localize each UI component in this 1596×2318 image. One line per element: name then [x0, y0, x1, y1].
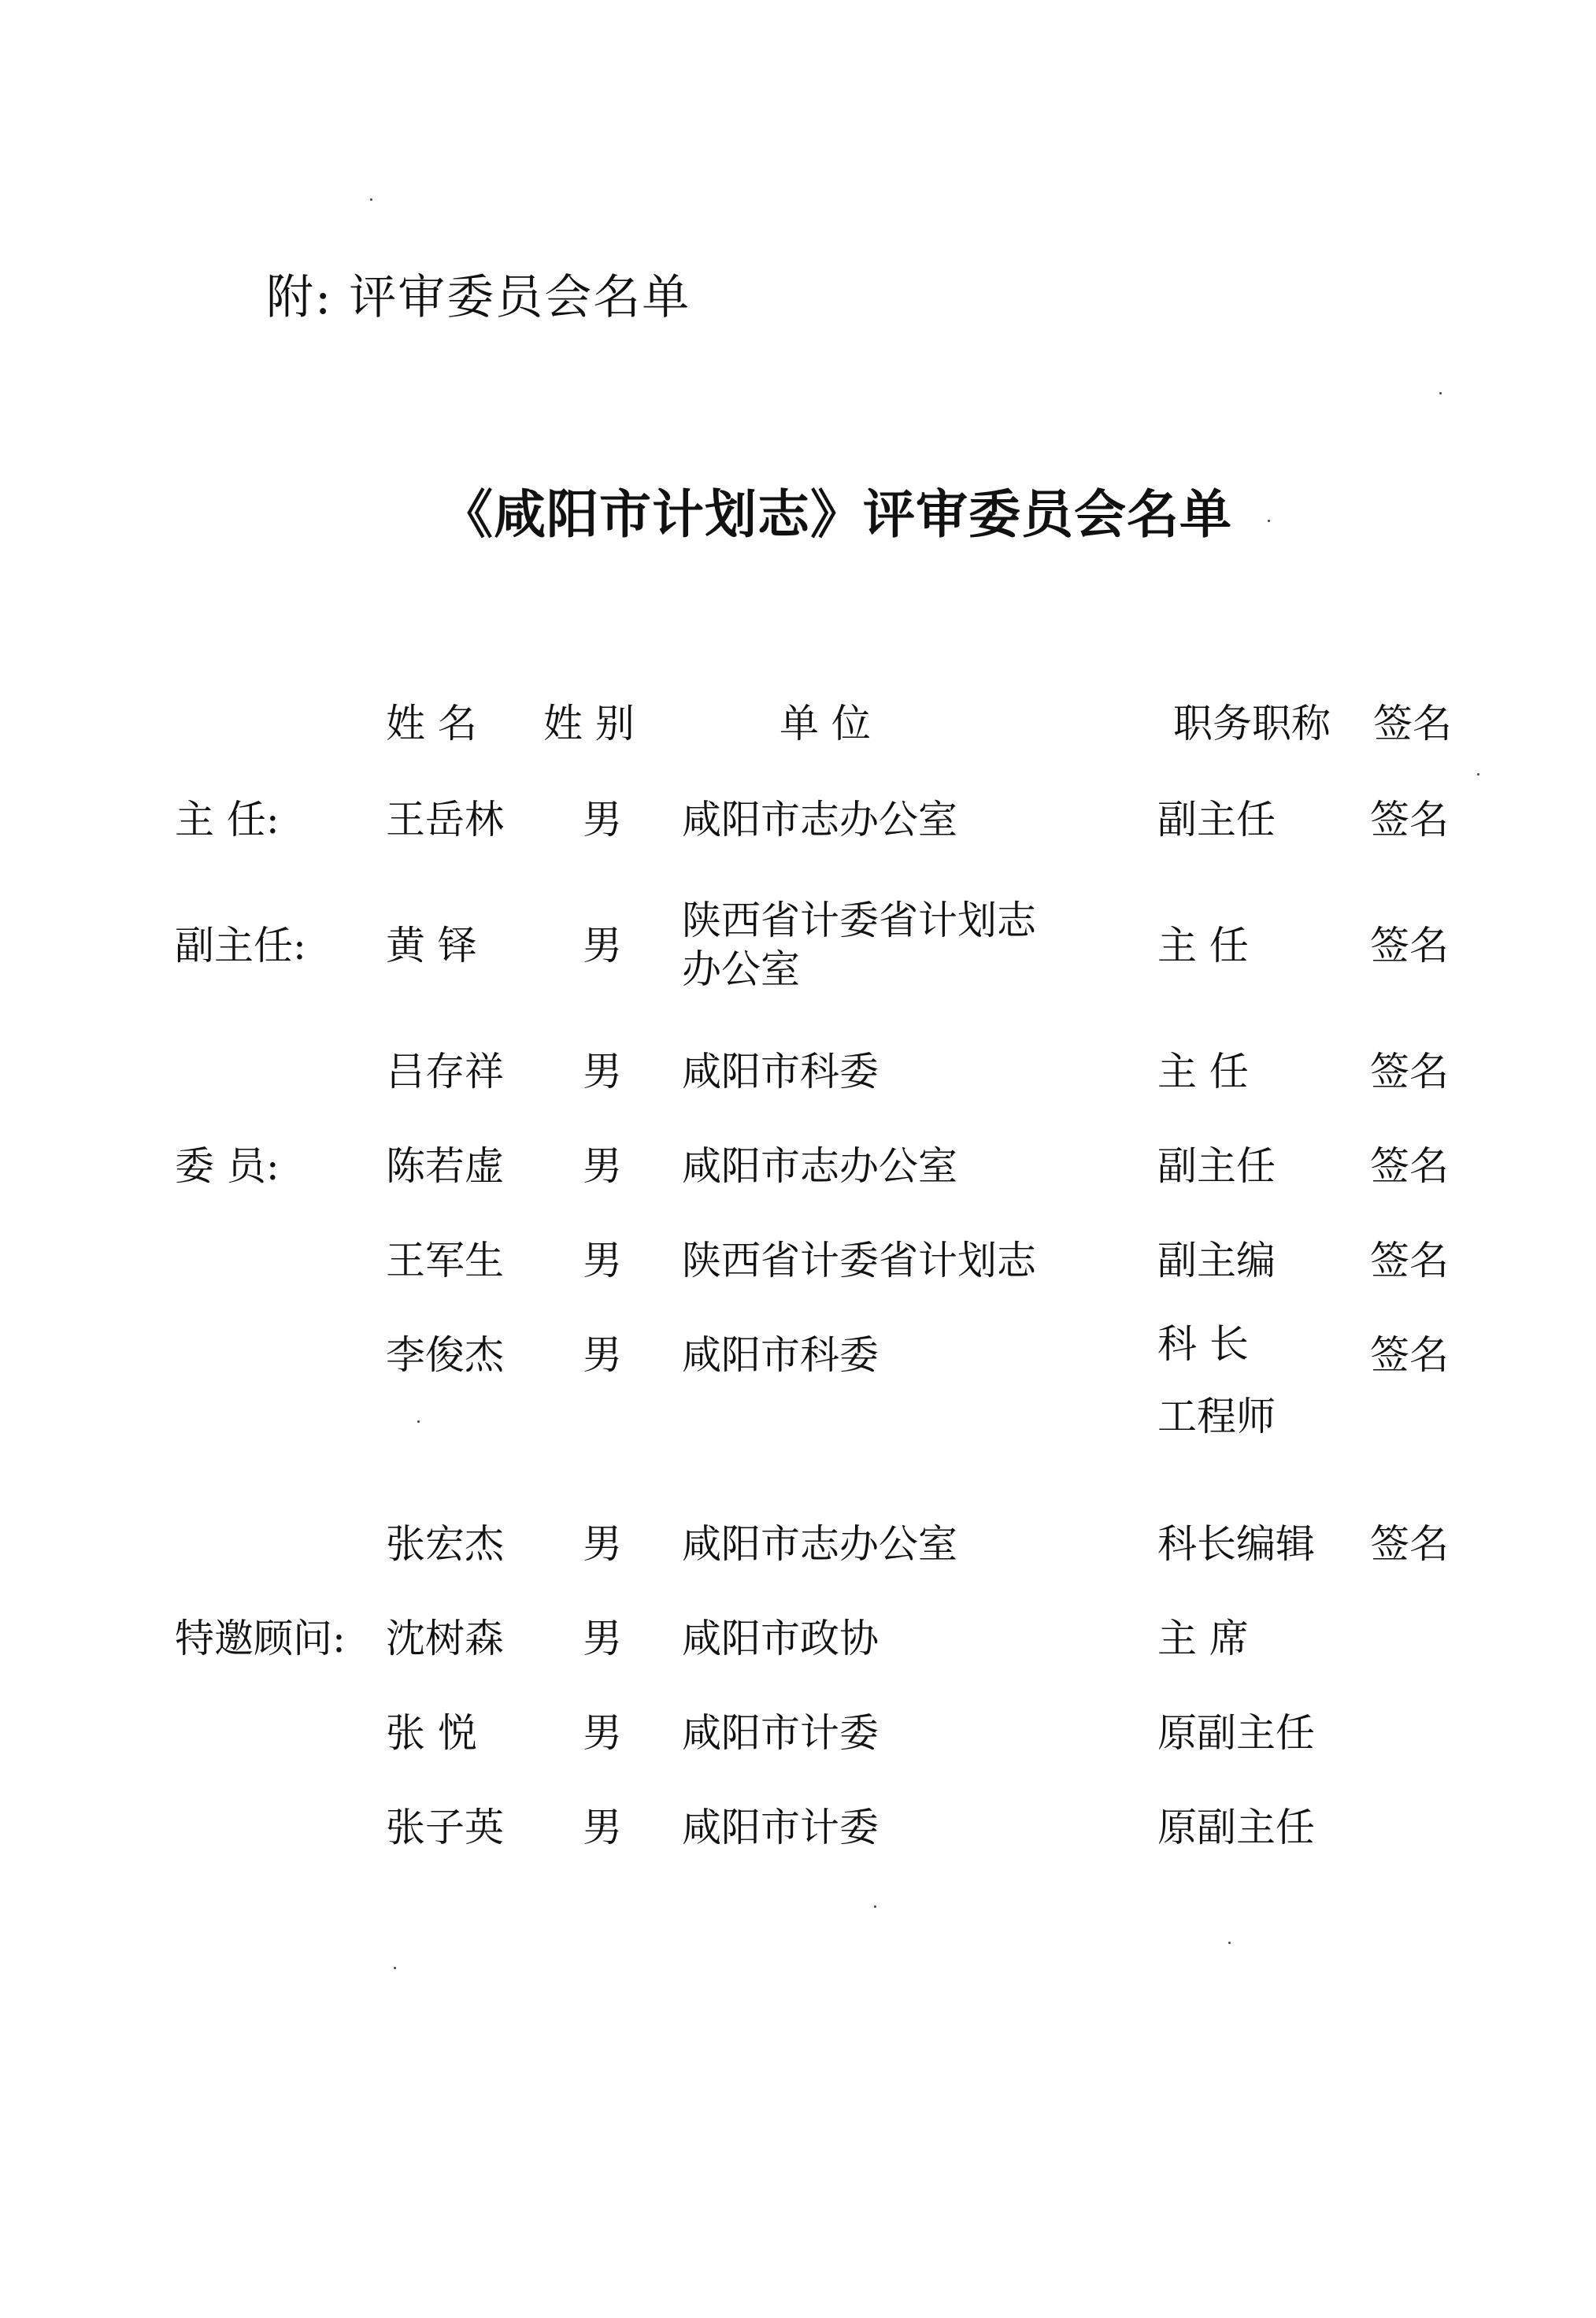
role-label: 特邀顾问:	[175, 1616, 346, 1661]
member-name: 黄 铎	[386, 923, 477, 968]
member-sex: 男	[583, 1332, 622, 1378]
member-unit: 咸阳市志办公室	[682, 797, 957, 842]
member-name: 张子英	[386, 1805, 504, 1850]
member-sex: 男	[583, 1805, 622, 1850]
scan-speck	[1477, 773, 1479, 776]
member-sign: 签名	[1370, 923, 1449, 968]
attachment-line: 附: 评审委员会名单	[266, 270, 691, 325]
member-sign: 签名	[1370, 1049, 1449, 1094]
member-unit: 咸阳市科委	[682, 1049, 879, 1094]
member-unit: 陕西省计委省计划志	[682, 1238, 1036, 1283]
member-title-line2: 工程师	[1157, 1394, 1276, 1439]
member-sex: 男	[583, 1049, 622, 1094]
member-title: 主 任	[1157, 1049, 1249, 1094]
member-unit: 咸阳市志办公室	[682, 1143, 957, 1189]
member-sex: 男	[583, 797, 622, 842]
role-label: 主 任:	[175, 797, 280, 842]
member-sex: 男	[583, 1710, 622, 1756]
member-name: 张宏杰	[386, 1521, 504, 1567]
member-unit-line2: 办公室	[682, 946, 800, 992]
role-label: 委 员:	[175, 1143, 280, 1189]
scan-speck	[394, 1967, 396, 1969]
page-title: 《咸阳市计划志》评审委员会名单	[441, 484, 1232, 545]
member-title: 主 席	[1157, 1616, 1249, 1661]
member-sign: 签名	[1370, 797, 1449, 842]
member-name: 张 悦	[386, 1710, 477, 1756]
member-name: 李俊杰	[386, 1332, 504, 1378]
member-unit: 陕西省计委省计划志	[682, 898, 1036, 943]
member-title: 主 任	[1157, 923, 1249, 968]
member-unit: 咸阳市科委	[682, 1332, 879, 1378]
member-name: 吕存祥	[386, 1049, 504, 1094]
member-title: 科长编辑	[1157, 1521, 1315, 1567]
member-title: 副主编	[1157, 1238, 1276, 1283]
member-unit: 咸阳市计委	[682, 1805, 879, 1850]
member-title: 副主任	[1157, 797, 1276, 842]
member-sign: 签名	[1370, 1143, 1449, 1189]
member-sign: 签名	[1370, 1332, 1449, 1378]
scan-speck	[1228, 1942, 1231, 1944]
header-sign: 签名	[1373, 701, 1452, 746]
member-sex: 男	[583, 1238, 622, 1283]
scan-speck	[1439, 392, 1442, 394]
member-title: 原副主任	[1157, 1710, 1315, 1756]
member-sex: 男	[583, 923, 622, 968]
scan-speck	[1268, 520, 1270, 522]
member-unit: 咸阳市计委	[682, 1710, 879, 1756]
member-sign: 签名	[1370, 1521, 1449, 1567]
member-name: 王岳林	[386, 797, 504, 842]
scan-speck	[370, 198, 372, 201]
member-name: 陈若虚	[386, 1143, 504, 1189]
header-sex: 姓 别	[543, 701, 635, 746]
member-unit: 咸阳市志办公室	[682, 1521, 957, 1567]
member-sex: 男	[583, 1521, 622, 1567]
member-title: 副主任	[1157, 1143, 1276, 1189]
member-unit: 咸阳市政协	[682, 1616, 879, 1661]
member-name: 沈树森	[386, 1616, 504, 1661]
scan-speck	[874, 1905, 876, 1908]
member-sex: 男	[583, 1143, 622, 1189]
header-unit: 单 位	[779, 701, 871, 746]
role-label: 副主任:	[175, 923, 306, 968]
member-title: 原副主任	[1157, 1805, 1315, 1850]
member-name: 王军生	[386, 1238, 504, 1283]
header-name: 姓 名	[386, 701, 477, 746]
header-title: 职务职称	[1173, 701, 1331, 746]
member-title: 科 长	[1157, 1321, 1249, 1367]
member-sex: 男	[583, 1616, 622, 1661]
scan-speck	[417, 1420, 420, 1423]
member-sign: 签名	[1370, 1238, 1449, 1283]
